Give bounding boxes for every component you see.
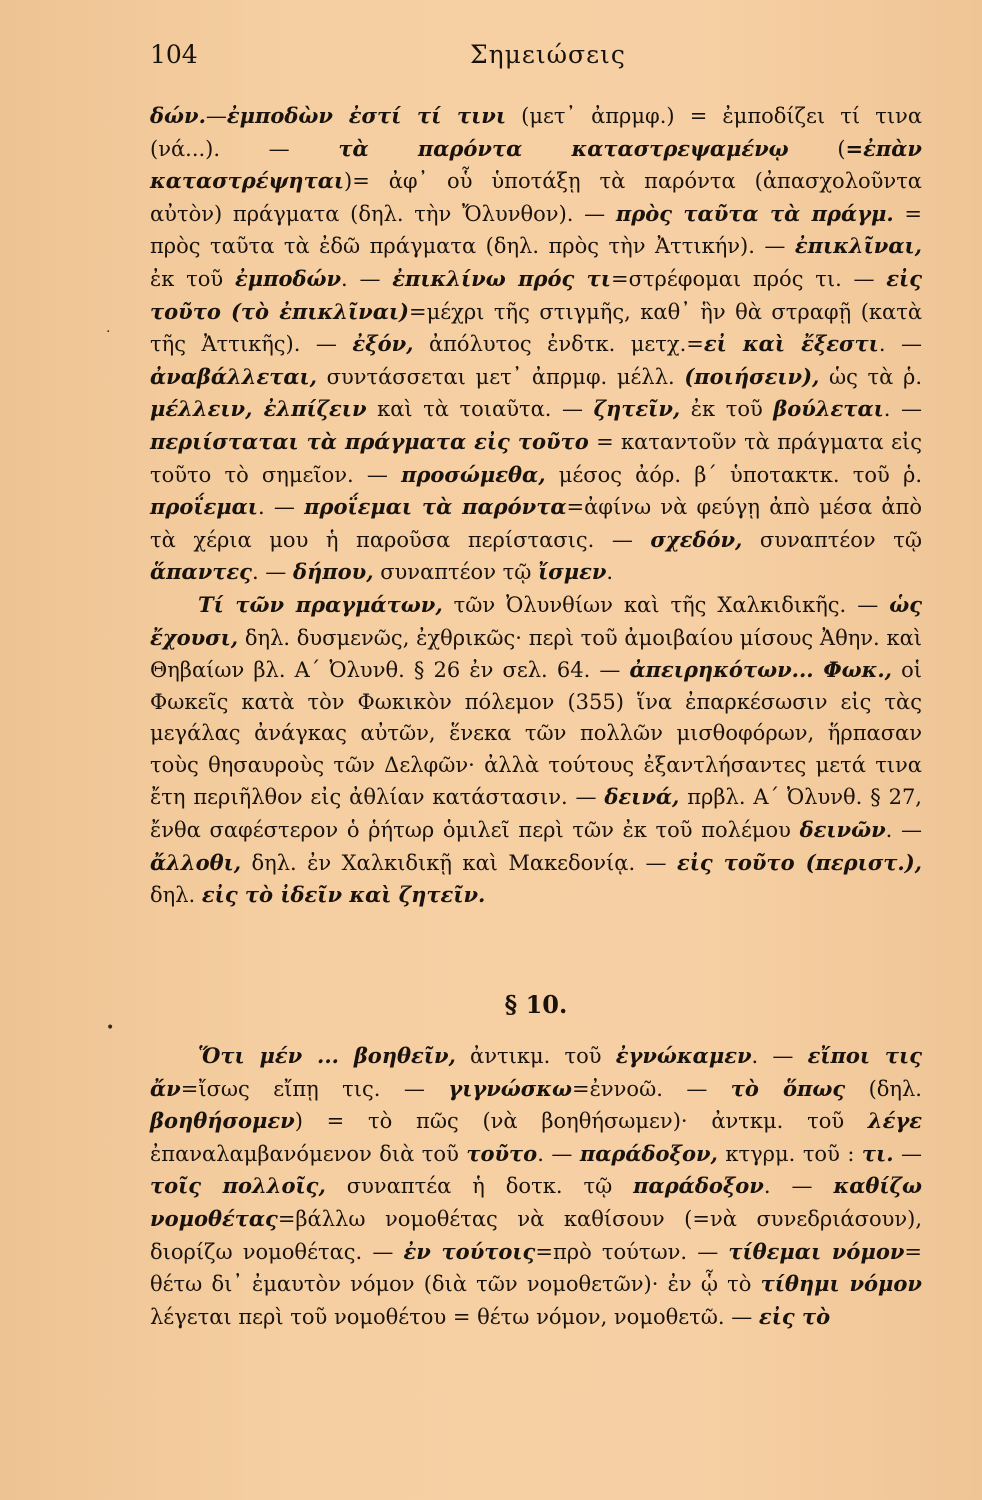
gloss-text: . — bbox=[763, 1174, 834, 1199]
lemma-term: σχεδόν, bbox=[650, 526, 743, 552]
gloss-text: = πρὸς ταῦτα τὰ ἐδῶ πράγματα (δηλ. πρὸς τὴν Ἀττικήν). — bbox=[150, 201, 922, 259]
margin-mark: • bbox=[106, 1020, 115, 1036]
gloss-text: . — bbox=[251, 560, 293, 585]
lemma-term: εἰς τοῦτο (τὸ ἐπικλῖναι) bbox=[150, 265, 922, 324]
lemma-term: δεινά, bbox=[604, 784, 680, 810]
gloss-text: . — bbox=[885, 818, 922, 843]
gloss-text: . — bbox=[883, 397, 922, 422]
margin-mark: . bbox=[106, 320, 111, 336]
gloss-text: =πρὸ τούτων. — bbox=[535, 1239, 729, 1264]
gloss-text: κτγρμ. τοῦ : bbox=[717, 1141, 862, 1166]
gloss-text: ( bbox=[788, 136, 846, 161]
gloss-text: μέσος ἀόρ. β΄ ὑποτακτκ. τοῦ ῥ. bbox=[545, 462, 923, 487]
gloss-text: δηλ. δυσμενῶς, ἐχθρικῶς· περὶ τοῦ ἀμοιβαίου μίσους Ἀθην. καὶ Θηβαίων βλ. Α΄ Ὀλυνθ. § 26 ἐν σελ. 64. — bbox=[150, 625, 922, 683]
lemma-term: ἐπικλίνω πρός τι bbox=[392, 265, 611, 291]
lemma-term: ἄλλοθι, bbox=[150, 849, 242, 875]
lemma-term: περιίσταται τὰ πράγματα εἰς τοῦτο bbox=[150, 428, 589, 454]
gloss-text: — bbox=[893, 1141, 923, 1166]
gloss-text: . bbox=[606, 560, 614, 585]
lemma-term: Τί τῶν πραγμάτων, bbox=[198, 591, 443, 617]
gloss-text: (μετ᾽ ἀπρμφ.) = ἐμποδίζει τί τινα (νά...). — bbox=[150, 104, 922, 161]
gloss-text: ἐκ τοῦ bbox=[680, 397, 774, 422]
lemma-term: ἴσμεν bbox=[538, 559, 607, 585]
lemma-term: γιγνώσκω bbox=[448, 1075, 573, 1101]
lemma-term: τίθημι νόμον bbox=[760, 1271, 923, 1297]
gloss-text: =βάλλω νομοθέτας νὰ καθίσουν (=νὰ συνεδριάσουν), διορίζω νομοθέτας. — bbox=[150, 1206, 922, 1264]
page-number: 104 bbox=[150, 40, 198, 69]
lemma-term: ἐμποδών bbox=[234, 265, 342, 291]
lemma-term: τοῖς πολλοῖς, bbox=[150, 1173, 326, 1199]
gloss-text: ἐκ τοῦ bbox=[150, 266, 235, 291]
gloss-text: . — bbox=[257, 495, 305, 520]
gloss-text: =ἐννοῶ. — bbox=[572, 1076, 731, 1101]
lemma-term: δήπου, bbox=[292, 559, 374, 585]
lemma-term: τίθεμαι νόμον bbox=[728, 1238, 905, 1264]
gloss-text: δηλ. ἐν Χαλκιδικῇ καὶ Μακεδονίᾳ. — bbox=[241, 850, 677, 875]
lemma-term: εἴποι τις ἄν bbox=[150, 1043, 923, 1101]
lemma-term: δών. bbox=[150, 103, 206, 128]
gloss-text: συναπτέον τῷ bbox=[373, 560, 539, 585]
lemma-term: ἅπαντες bbox=[150, 559, 252, 585]
lemma-term: (ποιήσειν), bbox=[684, 363, 820, 389]
gloss-text: ὡς τὰ ῥ. bbox=[819, 364, 923, 389]
gloss-text: (δηλ. bbox=[845, 1076, 922, 1101]
gloss-text: = θέτω δι᾽ ἐμαυτὸν νόμον (διὰ τῶν νομοθετῶν)· ἐν ᾧ τὸ bbox=[150, 1239, 922, 1297]
lemma-term: προΐεμαι bbox=[150, 494, 258, 520]
gloss-text: ἀπόλυτος ἐνδτκ. μετχ.= bbox=[413, 332, 704, 357]
gloss-text: τῶν Ὀλυνθίων καὶ τῆς Χαλκιδικῆς. — bbox=[442, 592, 890, 617]
gloss-text: =μέχρι τῆς στιγμῆς, καθ᾽ ἣν θὰ στραφῇ (κατὰ τῆς Ἀττικῆς). — bbox=[150, 299, 923, 357]
lemma-term: καθίζω νομοθέτας bbox=[150, 1173, 922, 1231]
gloss-text: . — bbox=[751, 1044, 808, 1068]
lemma-term: τὰ παρόντα καταστρεψαμένῳ bbox=[338, 135, 789, 161]
lemma-term: εἰς τὸ bbox=[758, 1303, 831, 1329]
lemma-term: βούλεται bbox=[773, 396, 884, 422]
gloss-text: =ἴσως εἴπῃ τις. — bbox=[180, 1076, 449, 1101]
lemma-term: τὸ ὅπως bbox=[730, 1075, 846, 1101]
note-paragraph-1 bbox=[150, 100, 922, 589]
lemma-term: μέλλειν, ἐλπίζειν bbox=[150, 396, 367, 422]
gloss-text: συναπτέα ἡ δοτκ. τῷ bbox=[325, 1174, 634, 1199]
lemma-term: ἀπειρηκότων... Φωκ., bbox=[629, 657, 892, 683]
lemma-term: εἰς τὸ ἰδεῖν καὶ ζητεῖν. bbox=[201, 882, 486, 908]
gloss-text: ἀντικμ. τοῦ bbox=[455, 1044, 616, 1068]
lemma-term: ἐξόν, bbox=[352, 331, 414, 357]
lemma-term: δεινῶν bbox=[799, 817, 886, 843]
section-heading: § 10. bbox=[504, 990, 568, 1019]
lemma-term: τοῦτο bbox=[466, 1140, 538, 1166]
lemma-term: =ἐπὰν καταστρέψηται bbox=[150, 135, 922, 194]
gloss-text: ) = τὸ πῶς (νὰ βοηθήσωμεν)· ἀντκμ. τοῦ bbox=[294, 1109, 868, 1134]
lemma-term: βοηθήσομεν bbox=[150, 1108, 295, 1134]
gloss-text: )= ἀφ᾽ οὗ ὑποτάξῃ τὰ παρόντα (ἀπασχολοῦντα αὐτὸν) πράγματα (δηλ. τὴν Ὄλυνθον). — bbox=[150, 169, 922, 226]
lemma-term: ἀναβάλλεται, bbox=[150, 363, 317, 389]
page-header bbox=[150, 40, 932, 80]
gloss-text: — bbox=[205, 104, 227, 128]
lemma-term: εἰς τοῦτο (περιστ.), bbox=[676, 849, 922, 875]
lemma-term: εἰ καὶ ἔξεστι bbox=[703, 331, 879, 357]
gloss-text: λέγεται περὶ τοῦ νομοθέτου = θέτω νόμον, νομοθετῶ. — bbox=[150, 1304, 759, 1329]
lemma-term: ἐμποδὼν ἐστί τί τινι bbox=[226, 103, 507, 128]
lemma-term: Ὅτι μέν ... βοηθεῖν, bbox=[198, 1043, 456, 1068]
note-paragraph-2 bbox=[150, 589, 922, 912]
lemma-term: παράδοξον, bbox=[579, 1140, 718, 1166]
gloss-text: πρβλ. Α΄ Ὀλυνθ. § 27, ἔνθα σαφέστερον ὁ ῥήτωρ ὁμιλεῖ περὶ τῶν ἐκ τοῦ πολέμου bbox=[150, 785, 922, 843]
lemma-term: προσώμεθα, bbox=[401, 461, 546, 487]
running-title: Σημειώσεις bbox=[470, 40, 626, 69]
lemma-term: τι. bbox=[861, 1140, 894, 1166]
lemma-term: ἐν τούτοις bbox=[403, 1238, 536, 1264]
lemma-term: λέγε bbox=[867, 1108, 922, 1134]
notes-upper-text bbox=[150, 100, 922, 912]
note-paragraph-3 bbox=[150, 1040, 922, 1333]
lemma-term: ὡς ἔχουσι, bbox=[150, 591, 922, 650]
gloss-text: ἐπαναλαμβανόμενον διὰ τοῦ bbox=[150, 1141, 467, 1166]
lemma-term: προΐεμαι τὰ παρόντα bbox=[304, 494, 567, 520]
gloss-text: συντάσσεται μετ᾽ ἀπρμφ. μέλλ. bbox=[316, 364, 685, 389]
gloss-text: =στρέφομαι πρός τι. — bbox=[610, 266, 887, 291]
gloss-text: . — bbox=[341, 266, 393, 291]
gloss-text: συναπτέον τῷ bbox=[742, 527, 922, 552]
gloss-text: καὶ τὰ τοιαῦτα. — bbox=[366, 397, 594, 422]
gloss-text: = καταντοῦν τὰ πράγματα εἰς τοῦτο τὸ σημεῖον. — bbox=[150, 429, 922, 487]
gloss-text: . — bbox=[878, 332, 922, 357]
lemma-term: παράδοξον bbox=[633, 1173, 764, 1199]
lemma-term: ζητεῖν, bbox=[593, 396, 681, 422]
gloss-text: . — bbox=[537, 1141, 580, 1166]
lemma-term: πρὸς ταῦτα τὰ πράγμ. bbox=[615, 200, 894, 226]
lemma-term: ἐπικλῖναι, bbox=[794, 233, 922, 259]
notes-lower-text bbox=[150, 1040, 922, 1333]
gloss-text: =ἀφίνω νὰ φεύγῃ ἀπὸ μέσα ἀπὸ τὰ χέρια μου ἡ παροῦσα περίστασις. — bbox=[150, 495, 922, 552]
gloss-text: οἱ Φωκεῖς κατὰ τὸν Φωκικὸν πόλεμον (355) ἵνα ἐπαρκέσωσιν εἰς τὰς μεγάλας ἀνάγκας αὐτῶν, ἕνεκα τῶν πολλῶν μισθοφόρων, ἥρπασαν τοὺς θησαυροὺς τῶν Δελφῶν· ἀλλὰ τούτους ἐξαντλήσαντες μετά τινα ἔτη περιῆλθον εἰς ἀθλίαν κατάστασιν. — bbox=[150, 658, 922, 810]
lemma-term: ἐγνώκαμεν bbox=[615, 1043, 752, 1068]
gloss-text: δηλ. bbox=[150, 883, 202, 908]
